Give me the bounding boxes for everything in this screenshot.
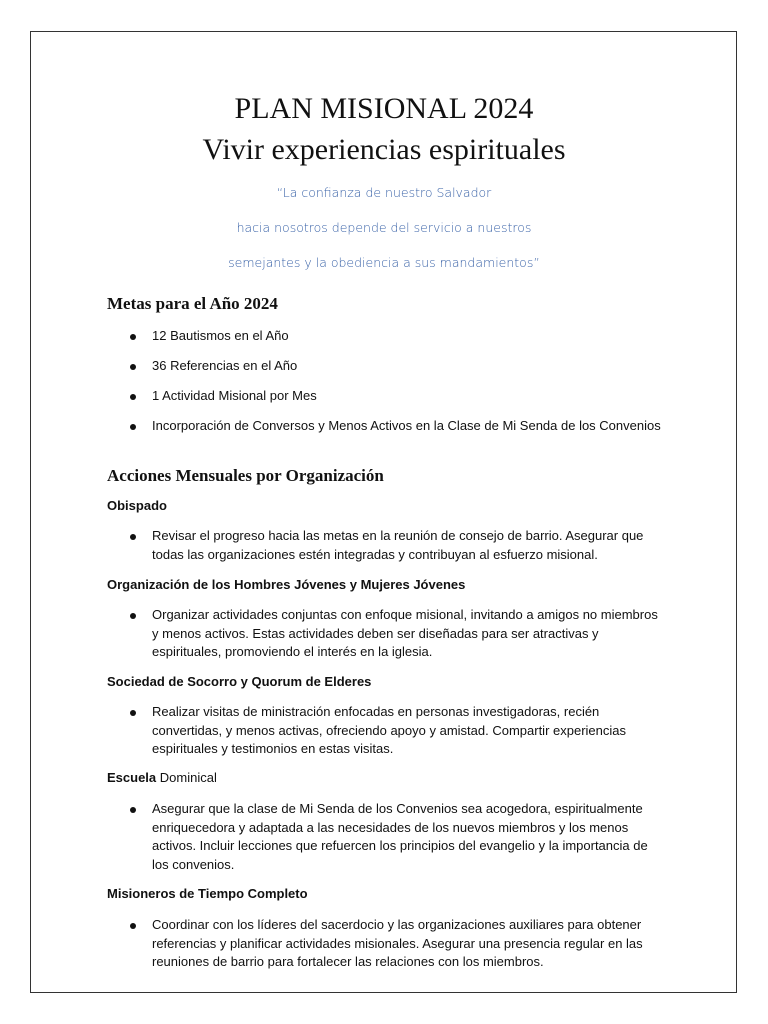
bullet-icon <box>130 613 136 619</box>
goal-item: Incorporación de Conversos y Menos Activos en la Clase de Mi Senda de los Convenios <box>152 418 661 433</box>
section-heading-escuela <box>107 770 217 785</box>
section-heading-jovenes: Organización de los Hombres Jóvenes y Mujeres Jóvenes <box>107 577 466 592</box>
bullet-icon <box>130 534 136 540</box>
section-text: Revisar el progreso hacia las metas en la reunión de consejo de barrio. Asegurar que todas las organizaciones estén integradas y contribuyan al esfuerzo misional. <box>152 528 644 562</box>
section-heading-obispado: Obispado <box>107 498 167 513</box>
section-text: Realizar visitas de ministración enfocadas en personas investigadoras, recién convertidas, y menos activas, ofreciendo apoyo y amistad. Compartir experiencias espirituales y testimonios en estas visitas. <box>152 704 626 756</box>
quote-line: hacia nosotros depende del servicio a nuestros <box>236 220 532 235</box>
goals-heading: Metas para el Año 2024 <box>107 294 278 313</box>
document-subtitle: Vivir experiencias espirituales <box>202 133 566 166</box>
section-heading-misioneros: Misioneros de Tiempo Completo <box>107 886 308 901</box>
bullet-icon <box>130 424 136 430</box>
section-text: Coordinar con los líderes del sacerdocio y las organizaciones auxiliares para obtener referencias y planificar actividades misionales. Asegurar una presencia regular en las reuniones de barrio para fortalecer las relaciones con los miembros. <box>152 917 643 969</box>
section-heading-bold: Escuela <box>107 770 157 785</box>
actions-heading: Acciones Mensuales por Organización <box>107 466 384 485</box>
section-heading-socorro: Sociedad de Socorro y Quorum de Elderes <box>107 674 372 689</box>
bullet-icon <box>130 334 136 340</box>
goal-item: 36 Referencias en el Año <box>152 358 298 373</box>
goal-item: 1 Actividad Misional por Mes <box>152 388 317 403</box>
bullet-icon <box>130 807 136 813</box>
bullet-icon <box>130 710 136 716</box>
section-text: Asegurar que la clase de Mi Senda de los Convenios sea acogedora, espiritualmente enriquecedora y adaptada a las necesidades de los nuevos miembros y los menos activos. Incluir lecciones que refuercen los principios del evangelio y la importancia de los convenios. <box>152 801 648 872</box>
bullet-icon <box>130 923 136 929</box>
quote-line: semejantes y la obediencia a sus mandamientos” <box>228 255 540 270</box>
bullet-icon <box>130 364 136 370</box>
document-title: PLAN MISIONAL 2024 <box>234 92 534 125</box>
bullet-icon <box>130 394 136 400</box>
goal-item: 12 Bautismos en el Año <box>152 328 289 343</box>
section-heading-normal: Dominical <box>156 770 217 785</box>
quote-line: “La confianza de nuestro Salvador <box>276 185 492 200</box>
section-text: Organizar actividades conjuntas con enfoque misional, invitando a amigos no miembros y menos activos. Estas actividades deben ser diseñadas para ser atractivas y espirituales, promoviendo el interés en la iglesia. <box>152 607 658 659</box>
